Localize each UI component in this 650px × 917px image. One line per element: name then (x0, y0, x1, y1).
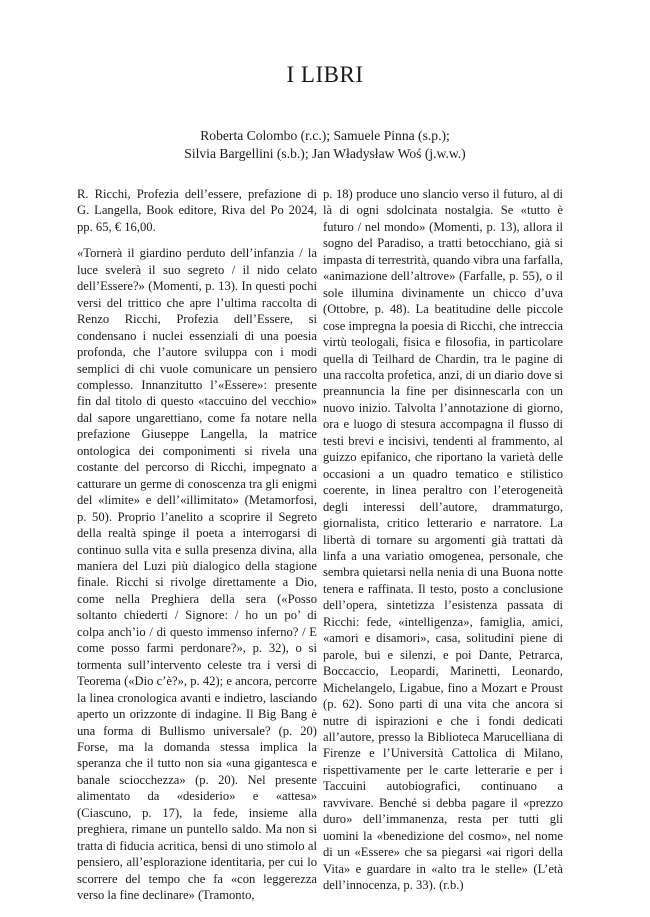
authors-list (0, 127, 650, 163)
page-title: I LIBRI (286, 62, 364, 87)
authors-line-2: Silvia Bargellini (s.b.); Jan Władysław Woś (j.w.w.) (184, 146, 466, 161)
left-column (77, 186, 317, 903)
review-text-right: p. 18) produce uno slancio verso il futuro, al di là di ogni sdolcinata nostalgia. Se «tutto è futuro / nel mondo» (Momenti, p. 13), allora il sogno del Paradiso, a tratti betocchiano, già si impasta di terrestrità, quando vibra una farfalla, «animazione dell’altrove» (Farfalle, p. 55), o il sole illumina divinamente un chicco d’uva (Ottobre, p. 48). La beatitudine delle piccole cose impregna la poesia di Ricchi, che intreccia virtù teologali, fisica e filosofia, in particolare quella di Teilhard de Chardin, tra le pagine di una raccolta profetica, anzi, di un diario dove si preannuncia la fine per disinnescarla con un nuovo inizio. Talvolta l’annotazione di giorno, ora e luogo di stesura accompagna il flusso di testi brevi e incisivi, tendenti al frammento, al guizzo epifanico, che riportano la varietà delle occasioni a un quadro tematico e stilistico coerente, in linea peraltro con l’eterogeneità degli interessi dell’autore, drammaturgo, giornalista, critico letterario e narratore. La libertà di tornare su argomenti già trattati dà linfa a una variatio omogenea, personale, che sembra quietarsi nella nenia di una Buona notte tenera e raffinata. Il testo, posto a conclusione dell’opera, sintetizza l’esistenza passata di Ricchi: fede, «intelligenza», famiglia, amici, «amori e disamori», casa, solitudini piene di parole, bui e silenzi, e poi Dante, Petrarca, Boccaccio, Leopardi, Marinetti, Leonardo, Michelangelo, Ligabue, fino a Mozart e Proust (p. 62). Sono parti di una vita che ancora si nutre di ispirazioni e che i fondi dedicati all’autore, presso la Biblioteca Marucelliana di Firenze e l’Università Cattolica di Milano, rispettivamente per le carte letterarie e per i Taccuini autobiografici, continuano a ravvivare. Benché si debba pagare il «prezzo duro» dell’immanenza, resta per tutti gli uomini la «benedizione del cosmo», nel nome di un «Essere» che sa piegarsi «ai rigori della Vita» e guardare in «alto tra le stelle» (L’età dell’innocenza, p. 33). (r.b.) (323, 187, 563, 893)
right-column (323, 186, 563, 893)
review-text-left: «Tornerà il giardino perduto dell’infanzia / la luce svelerà il suo segreto / il nido celato dell’Essere?» (Momenti, p. 13). In questi pochi versi del trittico che apre l’ultima raccolta di Renzo Ricchi, Profezia dell’Essere, si condensano i nuclei essenziali di una poesia profonda, che l’autore sviluppa con i modi semplici di chi vuole comunicare un pensiero complesso. Innanzitutto l’«Essere»: presente fin dal titolo di questo «taccuino del vecchio» dal sapore ungarettiano, come fa notare nella prefazione Giuseppe Langella, la matrice ontologica dei componimenti si rivela una costante del percorso di Ricchi, impegnato a catturare un germe di conoscenza tra gli enigmi del «limite» e dell’«illimitato» (Metamorfosi, p. 50). Proprio l’anelito a scoprire il Segreto della realtà spinge il poeta a interrogarsi di continuo sulla vita e sulla presenza divina, alla maniera del Luzi più dialogico della stagione finale. Ricchi si rivolge direttamente a Dio, come nella Preghiera della sera («Posso soltanto chiederti / Signore: / ho un po’ di colpa anch’io / di questo immenso inferno? / E come posso farmi perdonare?», p. 32), o si tormenta sull’intervento celeste tra i versi di Teorema («Dio c’è?», p. 42); e ancora, percorre la linea cronologica avanti e indietro, lasciando aperto un orizzonte di indagine. Il Big Bang è una forma di Bullismo universale? (p. 20) Forse, ma la domanda stessa implica la speranza che il tutto non sia «una gigantesca e banale sciocchezza» (p. 20). Nel presente alimentato da «desiderio» e «attesa» (Ciascuno, p. 17), la fede, insieme alla preghiera, rimane un puntello saldo. Ma non si tratta di fiducia acritica, bensì di uno stimolo al pensiero, all’esplorazione identitaria, per cui lo scorrere del tempo che fa «con leggerezza verso la fine declinare» (Tramonto, (77, 246, 317, 903)
book-reference: R. Ricchi, Profezia dell’essere, prefazione di G. Langella, Book editore, Riva del Po 2024, pp. 65, € 16,00. (77, 187, 317, 234)
authors-line-1: Roberta Colombo (r.c.); Samuele Pinna (s.p.); (200, 128, 450, 143)
